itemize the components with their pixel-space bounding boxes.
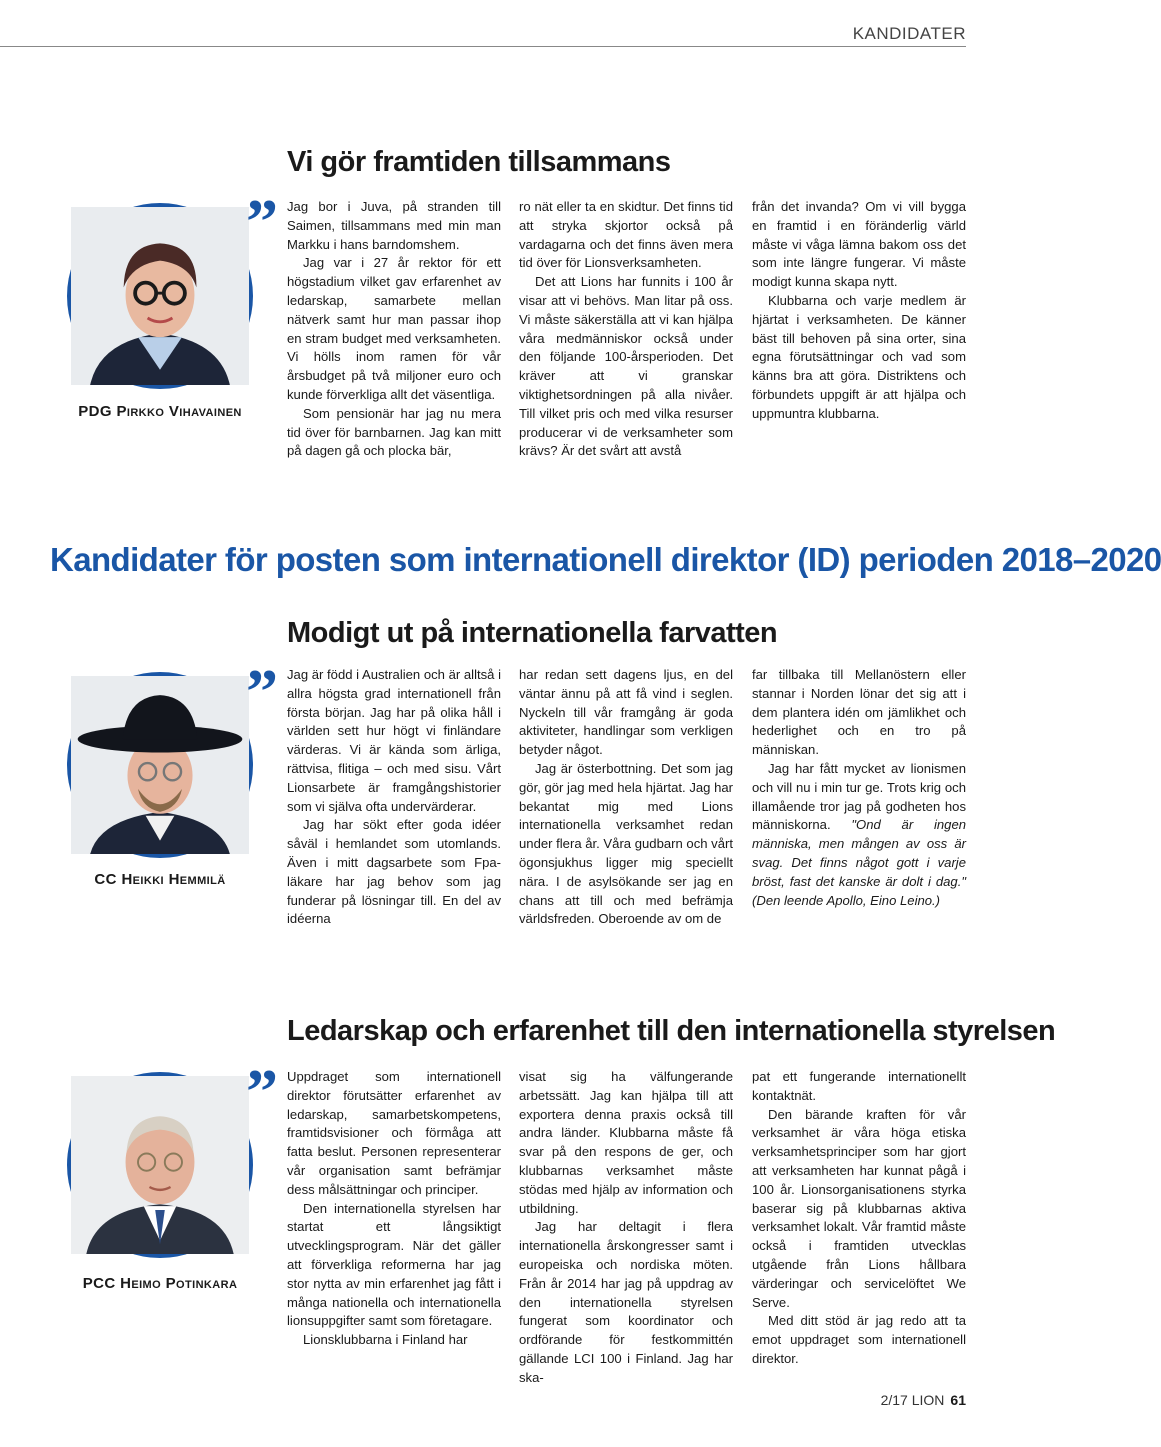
paragraph: Jag har deltagit i flera internationella årskongresser samt i europeiska och nordiska möten. Från år 2014 har jag på uppdrag av den internationella styrelsen fungerat som koordinator och ordförande för festkommittén gällande LCI 100 i Finland. Jag har ska- [519, 1219, 733, 1385]
paragraph: Lionsklubbarna i Finland har [303, 1332, 468, 1348]
paragraph-text: Jag har fått mycket av lionismen och vill nu i min tur ge. Trots krig och illamående tror jag på godheten hos människorna. [752, 760, 966, 833]
quote-mark-icon: ” [246, 1056, 278, 1127]
paragraph: Jag är österbottning. Det som jag gör, gör jag med hela hjärtat. Jag har bekantat mig med Lions internationella verksamhet redan under flera år. Våra gudbarn och vårt ögonsjukhus ligger mig speciellt nära. I de asylsökande ser jag en chans att till och med befrämja världsfreden. Oberoende av om de [519, 760, 733, 927]
paragraph: Med ditt stöd är jag redo att ta emot uppdraget som internationell direktor. [752, 1313, 966, 1366]
text-column [287, 1068, 501, 1350]
text-column [519, 198, 733, 461]
header-rule [0, 46, 966, 47]
candidate-portrait-photo [67, 203, 253, 389]
paragraph: Det att Lions har funnits i 100 år visar att vi behövs. Man litar på oss. Vi måste säkerställa att vi kan hjälpa våra medmänniskor också under den följande 100-årsperioden. Det kräver att vi granskar viktighetsordningen på alla nivåer. Till vilket pris och med vilka resurser producerar vi de verksamheter som krävs? Är det svårt att avstå [519, 274, 733, 459]
paragraph: pat ett fungerande internationellt kontaktnät. [752, 1069, 966, 1103]
text-column [752, 1068, 966, 1369]
candidate-name: PCC Heimo Potinkara [82, 1275, 238, 1292]
candidate-portrait-photo [67, 672, 253, 858]
paragraph: Uppdraget som internationell direktor förutsätter erfarenhet av ledarskap, samarbetskompetens, framtidsvisioner och förmåga att fatta beslut. Personen representerar vår organisation samt befrämjar dess målsättningar och principer. [287, 1069, 501, 1197]
section-label: KANDIDATER [852, 24, 966, 43]
paragraph: Klubbarna och varje medlem är hjärtat i verksamheten. De känner bäst till behoven på sina orter, sina egna förutsättningar och vad som känns bra att göra. Distriktens och förbundets uppgift är att hjälpa och uppmuntra klubbarna. [752, 292, 966, 421]
paragraph: Jag är född i Australien och är alltså i allra högsta grad internationell från första början. Jag har på olika håll i världen sett hur högt vi finländare värderas. Vi är kända som ärliga, rättvisa, flitiga – och med sisu. Vårt Lionsarbete är framgångshistorier som vi själva ofta undervärderar. [287, 667, 501, 814]
paragraph: Den bärande kraften för vår verksamhet är våra höga etiska verksamhetsprinciper som har gjort att verksamheten har kunnat pågå i 100 år. Lionsorganisationens styrka baserar sig på klubbarnas aktiva verksamhet lokalt. Vår framtid måste också i framtiden utvecklas utgående från Lions hållbara värderingar och servicelöftet We Serve. [752, 1106, 966, 1310]
poem-quote: "Ond är ingen människa, men mången av oss är svag. Det finns något gott i varje bröst, fast det kanske är dolt i dag." (Den leende Apollo, Eino Leino.) [752, 817, 967, 908]
paragraph: Jag var i 27 år rektor för ett högstadium vilket gav erfarenhet av ledarskap, samarbete mellan nätverk samt hur man passar ihop en stram budget med verksamheten. Vi hölls inom ramen för vår årsbudget på två miljoner euro och kunde förverkliga allt det väsentliga. [287, 255, 501, 402]
section-headline: Kandidater för posten som internationell direktor (ID) perioden 2018–2020 [50, 541, 1161, 578]
text-column [519, 1068, 733, 1388]
article-title: Modigt ut på internationella farvatten [287, 617, 778, 649]
paragraph: Som pensionär har jag nu mera tid över för barnbarnen. Jag kan mitt på dagen gå och plocka bär, [287, 405, 501, 459]
paragraph: Jag har sökt efter goda idéer såväl i hemlandet som utomlands. Även i mitt dagsarbete som Fpa-läkare har jag behov som jag funderar på lösningar till. En del av idéerna [287, 817, 501, 927]
paragraph: Jag bor i Juva, på stranden till Saimen, tillsammans med min man Markku i hans barndomshem. [287, 199, 501, 252]
paragraph: visat sig ha välfungerande arbetssätt. Jag kan hjälpa till att exportera denna praxis också till andra länder. Klubbarna måste få svar på den respons de ger, och klubbarnas verksamhet måste stödas med hjälp av information och utbildning. [519, 1069, 733, 1216]
quote-mark-icon: ” [246, 186, 278, 257]
candidate-portrait-photo [67, 1072, 253, 1258]
candidate-name: PDG Pirkko Vihavainen [78, 403, 242, 420]
text-column [752, 198, 966, 424]
text-column [519, 666, 733, 929]
issue-label: 2/17 LION [880, 1392, 945, 1408]
article-title: Ledarskap och erfarenhet till den internationella styrelsen [287, 1015, 1056, 1047]
paragraph [752, 760, 966, 910]
paragraph: Den internationella styrelsen har startat ett långsiktigt utvecklingsprogram. När det gäller att förverkliga reformerna har jag stor nytta av min erfarenhet jag fått i många nationella och internationella lionsuppgifter samt som företagare. [287, 1200, 501, 1329]
page-number: 61 [950, 1392, 966, 1408]
paragraph: ro nät eller ta en skidtur. Det finns tid att stryka skjortor också på vardagarna och det finns även mera tid över för Lionsverksamheten. [519, 199, 733, 271]
candidate-name: CC Heikki Hemmilä [94, 871, 226, 888]
text-column [752, 666, 966, 910]
paragraph: far tillbaka till Mellanöstern eller stannar i Norden lönar det sig att i dem plantera idén om jämlikhet och hederlighet och en tro på människan. [752, 667, 966, 758]
quote-mark-icon: ” [246, 656, 278, 727]
paragraph: har redan sett dagens ljus, en del väntar ännu på att få vind i seglen. Nyckeln till vår framgång är goda aktiviteter, handlingar som verkligen betyder något. [519, 667, 733, 758]
text-column [287, 666, 501, 929]
paragraph: från det invanda? Om vi vill bygga en framtid i en föränderlig värld måste vi våga lämna bakom oss det som inte längre fungerar. Vi måste modigt kunna skapa nytt. [752, 199, 966, 290]
page-footer [881, 1392, 966, 1408]
article-title: Vi gör framtiden tillsammans [287, 146, 671, 178]
text-column [287, 198, 501, 461]
